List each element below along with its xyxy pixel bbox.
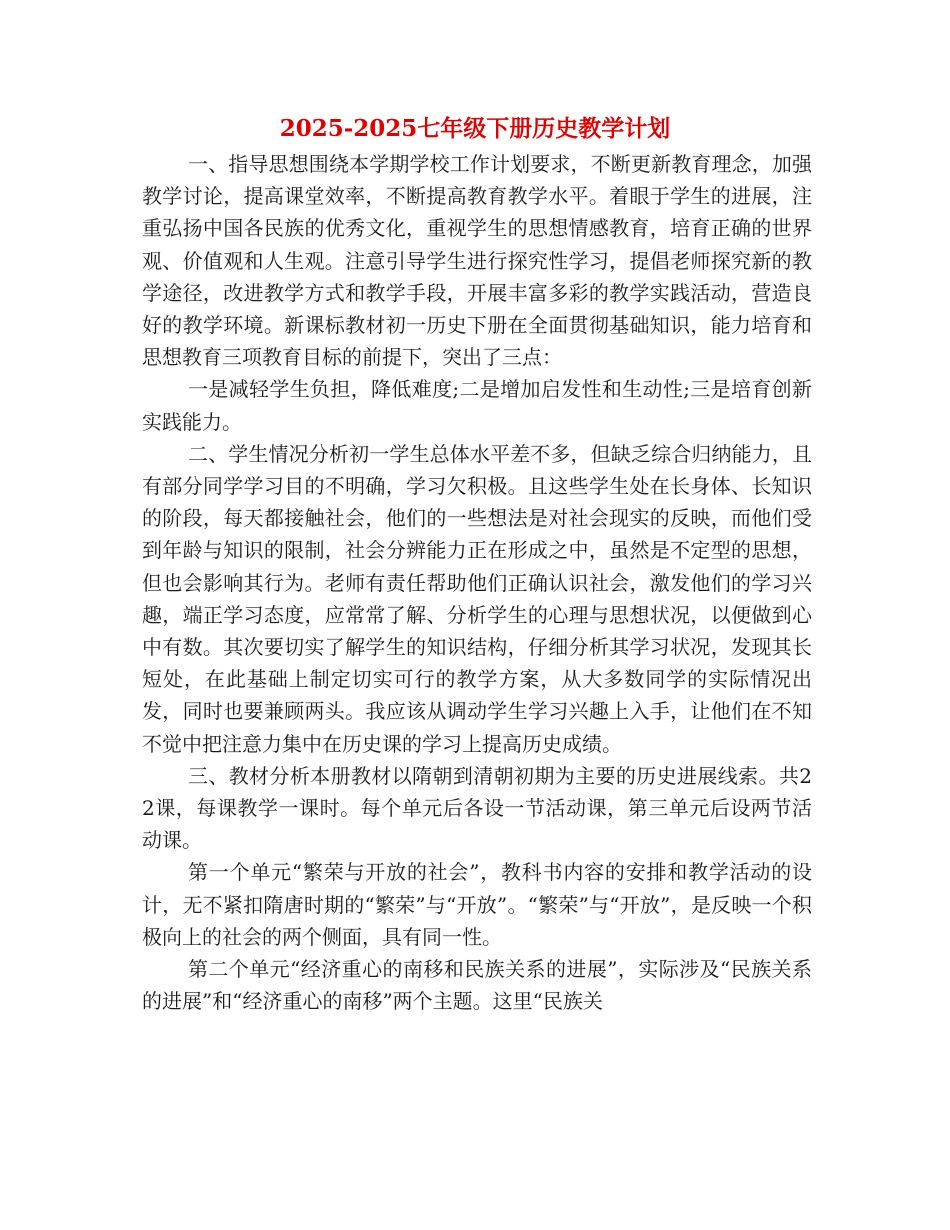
document-body	[142, 148, 812, 1017]
paragraph-unit-one: 第一个单元“繁荣与开放的社会”，教科书内容的安排和教学活动的设计，无不紧扣隋唐时期的“繁荣”与“开放”。“繁荣”与“开放”，是反映一个积极向上的社会的两个侧面，具有同一性。	[142, 860, 812, 949]
paragraph-guiding-ideology: 一、指导思想围绕本学期学校工作计划要求，不断更新教育理念，加强教学讨论，提高课堂效率，不断提高教育教学水平。着眼于学生的进展，注重弘扬中国各民族的优秀文化，重视学生的思想情感教育，培育正确的世界观、价值观和人生观。注意引导学生进行探究性学习，提倡老师探究新的教学途径，改进教学方式和教学手段，开展丰富多彩的教学实践活动，营造良好的教学环境。新课标教材初一历史下册在全面贯彻基础知识，能力培育和思想教育三项教育目标的前提下，突出了三点：	[142, 152, 812, 370]
paragraph-three-points: 一是减轻学生负担，降低难度;二是增加启发性和生动性;三是培育创新实践能力。	[142, 377, 812, 434]
document-title: 2025-2025七年级下册历史教学计划	[279, 115, 671, 142]
paragraph-unit-two: 第二个单元“经济重心的南移和民族关系的进展”，实际涉及“民族关系的进展”和“经济重心的南移”两个主题。这里“民族关	[142, 957, 812, 1014]
paragraph-student-analysis: 二、学生情况分析初一学生总体水平差不多，但缺乏综合归纳能力，且有部分同学学习目的不明确，学习欠积极。且这些学生处在长身体、长知识的阶段，每天都接触社会，他们的一些想法是对社会现实的反映，而他们受到年龄与知识的限制，社会分辨能力正在形成之中，虽然是不定型的思想，但也会影响其行为。老师有责任帮助他们正确认识社会，激发他们的学习兴趣，端正学习态度，应常常了解、分析学生的心理与思想状况，以便做到心中有数。其次要切实了解学生的知识结构，仔细分析其学习状况，发现其长短处，在此基础上制定切实可行的教学方案，从大多数同学的实际情况出发，同时也要兼顾两头。我应该从调动学生学习兴趣上入手，让他们在不知不觉中把注意力集中在历史课的学习上提高历史成绩。	[142, 441, 812, 756]
paragraph-textbook-analysis: 三、教材分析本册教材以隋朝到清朝初期为主要的历史进展线索。共22课，每课教学一课时。每个单元后各设一节活动课，第三单元后设两节活动课。	[142, 763, 812, 853]
